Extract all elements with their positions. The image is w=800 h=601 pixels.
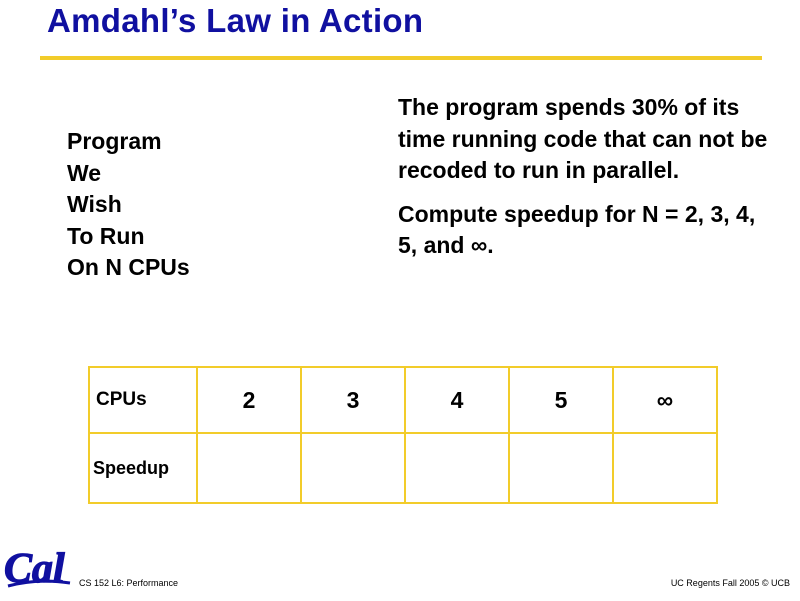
table-row bbox=[89, 367, 717, 433]
cpus-cell: 4 bbox=[405, 367, 509, 433]
title-divider bbox=[40, 56, 762, 60]
speedup-cell bbox=[613, 433, 717, 503]
slide-title: Amdahl’s Law in Action bbox=[47, 2, 424, 39]
row-header-speedup: Speedup bbox=[89, 433, 197, 503]
footer-copyright: UC Regents Fall 2005 © UCB bbox=[670, 578, 790, 588]
speedup-cell bbox=[301, 433, 405, 503]
speedup-cell bbox=[405, 433, 509, 503]
program-label-line: We bbox=[67, 159, 102, 186]
cpus-cell: ∞ bbox=[613, 367, 717, 433]
svg-text:Cal: Cal bbox=[4, 546, 65, 592]
speedup-table bbox=[88, 366, 718, 504]
cpus-cell: 2 bbox=[197, 367, 301, 433]
task-text: Compute speedup for N = 2, 3, 4, 5, and ∞. bbox=[398, 200, 756, 258]
program-label-line: To Run bbox=[67, 222, 145, 249]
program-label-line: On N CPUs bbox=[67, 254, 190, 280]
row-header-cpus: CPUs bbox=[89, 367, 197, 433]
description-text: The program spends 30% of its time running code that can not be recoded to run in parallel. bbox=[398, 94, 768, 183]
speedup-cell bbox=[197, 433, 301, 503]
program-label bbox=[67, 126, 190, 284]
program-label-line: Wish bbox=[67, 191, 122, 217]
program-label-line: Program bbox=[67, 128, 162, 154]
cpus-cell: 5 bbox=[509, 367, 613, 433]
table-row bbox=[89, 433, 717, 503]
footer-course: CS 152 L6: Performance bbox=[79, 578, 179, 588]
speedup-cell bbox=[509, 433, 613, 503]
cal-logo-icon bbox=[2, 536, 74, 596]
problem-description bbox=[398, 92, 778, 262]
cpus-cell: 3 bbox=[301, 367, 405, 433]
